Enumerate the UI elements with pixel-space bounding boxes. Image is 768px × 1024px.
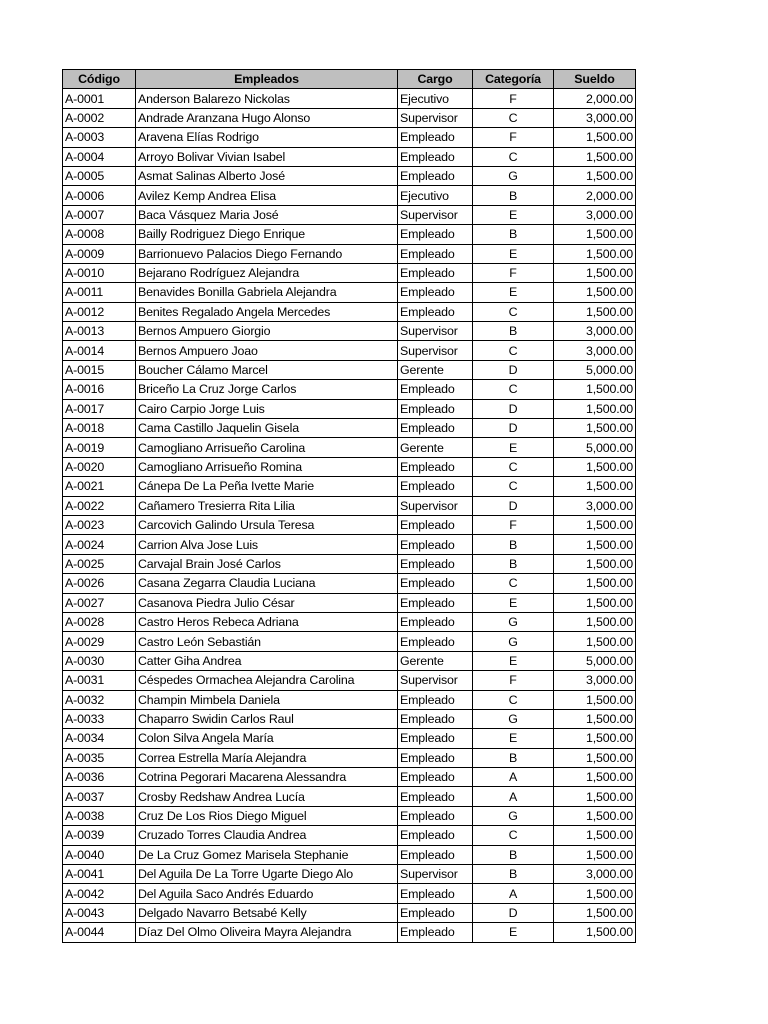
header-categoria[interactable]: Categoría [473, 70, 554, 89]
cell-cargo[interactable]: Gerente [398, 438, 473, 457]
table-row [63, 341, 636, 360]
cell-codigo[interactable]: A-0012 [63, 302, 136, 321]
cell-cargo[interactable]: Empleado [398, 244, 473, 263]
cell-sueldo[interactable]: 1,500.00 [554, 748, 636, 767]
cell-cargo[interactable]: Supervisor [398, 671, 473, 690]
cell-empleado[interactable]: Chaparro Swidin Carlos Raul [136, 709, 398, 728]
cell-categoria[interactable]: G [473, 612, 554, 631]
header-codigo[interactable]: Código [63, 70, 136, 89]
cell-empleado[interactable]: Castro Heros Rebeca Adriana [136, 612, 398, 631]
cell-cargo[interactable]: Empleado [398, 884, 473, 903]
table-row [63, 574, 636, 593]
cell-cargo[interactable]: Empleado [398, 477, 473, 496]
cell-sueldo[interactable]: 1,500.00 [554, 166, 636, 185]
cell-codigo[interactable]: A-0001 [63, 89, 136, 108]
table-row [63, 612, 636, 631]
cell-sueldo[interactable]: 3,000.00 [554, 671, 636, 690]
cell-empleado[interactable]: Crosby Redshaw Andrea Lucía [136, 787, 398, 806]
header-empleados[interactable]: Empleados [136, 70, 398, 89]
cell-cargo[interactable]: Empleado [398, 923, 473, 942]
cell-categoria[interactable]: B [473, 535, 554, 554]
cell-codigo[interactable]: A-0011 [63, 283, 136, 302]
table-row [63, 923, 636, 942]
cell-categoria[interactable]: C [473, 477, 554, 496]
cell-sueldo[interactable]: 1,500.00 [554, 903, 636, 922]
employee-table [62, 69, 636, 943]
cell-sueldo[interactable]: 1,500.00 [554, 923, 636, 942]
cell-sueldo[interactable]: 5,000.00 [554, 360, 636, 379]
cell-sueldo[interactable]: 3,000.00 [554, 322, 636, 341]
cell-categoria[interactable]: B [473, 186, 554, 205]
cell-sueldo[interactable]: 3,000.00 [554, 205, 636, 224]
table-row [63, 515, 636, 534]
cell-empleado[interactable]: Colon Silva Angela María [136, 729, 398, 748]
cell-codigo[interactable]: A-0033 [63, 709, 136, 728]
cell-categoria[interactable]: G [473, 166, 554, 185]
cell-categoria[interactable]: D [473, 903, 554, 922]
cell-empleado[interactable]: Baca Vásquez Maria José [136, 205, 398, 224]
cell-codigo[interactable]: A-0039 [63, 826, 136, 845]
cell-sueldo[interactable]: 1,500.00 [554, 690, 636, 709]
table-row [63, 322, 636, 341]
cell-cargo[interactable]: Empleado [398, 166, 473, 185]
cell-cargo[interactable]: Empleado [398, 225, 473, 244]
cell-categoria[interactable]: A [473, 768, 554, 787]
cell-codigo[interactable]: A-0021 [63, 477, 136, 496]
cell-empleado[interactable]: Casanova Piedra Julio César [136, 593, 398, 612]
table-row [63, 438, 636, 457]
table-row [63, 729, 636, 748]
cell-codigo[interactable]: A-0018 [63, 419, 136, 438]
cell-sueldo[interactable]: 1,500.00 [554, 128, 636, 147]
table-row [63, 147, 636, 166]
cell-cargo[interactable]: Supervisor [398, 341, 473, 360]
cell-sueldo[interactable]: 1,500.00 [554, 574, 636, 593]
cell-sueldo[interactable]: 3,000.00 [554, 865, 636, 884]
cell-cargo[interactable]: Gerente [398, 651, 473, 670]
cell-empleado[interactable]: Delgado Navarro Betsabé Kelly [136, 903, 398, 922]
table-row [63, 477, 636, 496]
cell-empleado[interactable]: Del Aguila De La Torre Ugarte Diego Alo [136, 865, 398, 884]
table-row [63, 283, 636, 302]
table-row [63, 263, 636, 282]
table-row [63, 671, 636, 690]
cell-empleado[interactable]: Céspedes Ormachea Alejandra Carolina [136, 671, 398, 690]
cell-codigo[interactable]: A-0016 [63, 380, 136, 399]
cell-categoria[interactable]: E [473, 923, 554, 942]
cell-cargo[interactable]: Empleado [398, 302, 473, 321]
cell-sueldo[interactable]: 1,500.00 [554, 244, 636, 263]
cell-empleado[interactable]: Carvajal Brain José Carlos [136, 554, 398, 573]
cell-sueldo[interactable]: 1,500.00 [554, 457, 636, 476]
cell-categoria[interactable]: C [473, 147, 554, 166]
cell-codigo[interactable]: A-0009 [63, 244, 136, 263]
cell-empleado[interactable]: Cairo Carpio Jorge Luis [136, 399, 398, 418]
cell-cargo[interactable]: Empleado [398, 593, 473, 612]
cell-categoria[interactable]: F [473, 515, 554, 534]
cell-codigo[interactable]: A-0034 [63, 729, 136, 748]
table-row [63, 787, 636, 806]
cell-empleado[interactable]: De La Cruz Gomez Marisela Stephanie [136, 845, 398, 864]
cell-empleado[interactable]: Barrionuevo Palacios Diego Fernando [136, 244, 398, 263]
cell-cargo[interactable]: Empleado [398, 399, 473, 418]
cell-sueldo[interactable]: 1,500.00 [554, 632, 636, 651]
cell-sueldo[interactable]: 1,500.00 [554, 554, 636, 573]
cell-sueldo[interactable]: 1,500.00 [554, 419, 636, 438]
cell-codigo[interactable]: A-0007 [63, 205, 136, 224]
table-row [63, 826, 636, 845]
cell-codigo[interactable]: A-0043 [63, 903, 136, 922]
cell-cargo[interactable]: Empleado [398, 787, 473, 806]
cell-empleado[interactable]: Aravena Elías Rodrigo [136, 128, 398, 147]
cell-empleado[interactable]: Díaz Del Olmo Oliveira Mayra Alejandra [136, 923, 398, 942]
cell-codigo[interactable]: A-0025 [63, 554, 136, 573]
cell-categoria[interactable]: E [473, 729, 554, 748]
cell-codigo[interactable]: A-0017 [63, 399, 136, 418]
cell-cargo[interactable]: Empleado [398, 612, 473, 631]
cell-cargo[interactable]: Empleado [398, 574, 473, 593]
cell-codigo[interactable]: A-0006 [63, 186, 136, 205]
table-row [63, 632, 636, 651]
cell-cargo[interactable]: Empleado [398, 845, 473, 864]
cell-empleado[interactable]: Catter Giha Andrea [136, 651, 398, 670]
cell-codigo[interactable]: A-0014 [63, 341, 136, 360]
cell-cargo[interactable]: Supervisor [398, 865, 473, 884]
cell-categoria[interactable]: F [473, 263, 554, 282]
employee-sheet [62, 69, 636, 943]
cell-codigo[interactable]: A-0013 [63, 322, 136, 341]
cell-empleado[interactable]: Cotrina Pegorari Macarena Alessandra [136, 768, 398, 787]
cell-cargo[interactable]: Empleado [398, 690, 473, 709]
cell-sueldo[interactable]: 1,500.00 [554, 399, 636, 418]
table-body [63, 89, 636, 942]
cell-codigo[interactable]: A-0028 [63, 612, 136, 631]
cell-sueldo[interactable]: 1,500.00 [554, 225, 636, 244]
cell-cargo[interactable]: Empleado [398, 457, 473, 476]
cell-codigo[interactable]: A-0037 [63, 787, 136, 806]
cell-sueldo[interactable]: 1,500.00 [554, 263, 636, 282]
cell-sueldo[interactable]: 1,500.00 [554, 380, 636, 399]
table-row [63, 108, 636, 127]
cell-sueldo[interactable]: 3,000.00 [554, 108, 636, 127]
cell-codigo[interactable]: A-0020 [63, 457, 136, 476]
cell-codigo[interactable]: A-0002 [63, 108, 136, 127]
cell-codigo[interactable]: A-0031 [63, 671, 136, 690]
cell-codigo[interactable]: A-0023 [63, 515, 136, 534]
cell-empleado[interactable]: Casana Zegarra Claudia Luciana [136, 574, 398, 593]
cell-sueldo[interactable]: 1,500.00 [554, 515, 636, 534]
cell-codigo[interactable]: A-0019 [63, 438, 136, 457]
cell-sueldo[interactable]: 1,500.00 [554, 806, 636, 825]
cell-cargo[interactable]: Empleado [398, 709, 473, 728]
cell-sueldo[interactable]: 2,000.00 [554, 186, 636, 205]
table-row [63, 419, 636, 438]
cell-sueldo[interactable]: 1,500.00 [554, 884, 636, 903]
cell-categoria[interactable]: B [473, 322, 554, 341]
cell-sueldo[interactable]: 1,500.00 [554, 535, 636, 554]
cell-codigo[interactable]: A-0015 [63, 360, 136, 379]
table-row [63, 768, 636, 787]
cell-empleado[interactable]: Carrion Alva Jose Luis [136, 535, 398, 554]
cell-empleado[interactable]: Carcovich Galindo Ursula Teresa [136, 515, 398, 534]
cell-sueldo[interactable]: 1,500.00 [554, 787, 636, 806]
cell-categoria[interactable]: D [473, 399, 554, 418]
table-row [63, 903, 636, 922]
cell-categoria[interactable]: G [473, 632, 554, 651]
table-row [63, 709, 636, 728]
cell-cargo[interactable]: Empleado [398, 729, 473, 748]
cell-categoria[interactable]: F [473, 89, 554, 108]
cell-empleado[interactable]: Del Aguila Saco Andrés Eduardo [136, 884, 398, 903]
cell-categoria[interactable]: B [473, 748, 554, 767]
cell-sueldo[interactable]: 3,000.00 [554, 496, 636, 515]
cell-cargo[interactable]: Supervisor [398, 205, 473, 224]
cell-cargo[interactable]: Empleado [398, 419, 473, 438]
cell-empleado[interactable]: Benites Regalado Angela Mercedes [136, 302, 398, 321]
table-row [63, 89, 636, 108]
cell-categoria[interactable]: B [473, 225, 554, 244]
cell-sueldo[interactable]: 1,500.00 [554, 302, 636, 321]
cell-empleado[interactable]: Anderson Balarezo Nickolas [136, 89, 398, 108]
cell-categoria[interactable]: E [473, 283, 554, 302]
cell-empleado[interactable]: Avilez Kemp Andrea Elisa [136, 186, 398, 205]
cell-categoria[interactable]: E [473, 593, 554, 612]
table-row [63, 302, 636, 321]
cell-empleado[interactable]: Asmat Salinas Alberto José [136, 166, 398, 185]
cell-categoria[interactable]: A [473, 787, 554, 806]
cell-codigo[interactable]: A-0026 [63, 574, 136, 593]
cell-cargo[interactable]: Empleado [398, 128, 473, 147]
header-sueldo[interactable]: Sueldo [554, 70, 636, 89]
cell-codigo[interactable]: A-0030 [63, 651, 136, 670]
cell-empleado[interactable]: Benavides Bonilla Gabriela Alejandra [136, 283, 398, 302]
table-row [63, 845, 636, 864]
cell-empleado[interactable]: Champin Mimbela Daniela [136, 690, 398, 709]
cell-categoria[interactable]: D [473, 419, 554, 438]
cell-empleado[interactable]: Cruzado Torres Claudia Andrea [136, 826, 398, 845]
cell-categoria[interactable]: C [473, 380, 554, 399]
table-row [63, 399, 636, 418]
table-row [63, 380, 636, 399]
cell-sueldo[interactable]: 1,500.00 [554, 709, 636, 728]
cell-categoria[interactable]: B [473, 845, 554, 864]
cell-cargo[interactable]: Supervisor [398, 496, 473, 515]
table-row [63, 554, 636, 573]
table-row [63, 128, 636, 147]
table-row [63, 535, 636, 554]
table-row [63, 205, 636, 224]
table-row [63, 593, 636, 612]
cell-empleado[interactable]: Bailly Rodriguez Diego Enrique [136, 225, 398, 244]
table-row [63, 244, 636, 263]
cell-categoria[interactable]: G [473, 806, 554, 825]
cell-cargo[interactable]: Empleado [398, 826, 473, 845]
cell-categoria[interactable]: F [473, 128, 554, 147]
table-row [63, 166, 636, 185]
cell-codigo[interactable]: A-0008 [63, 225, 136, 244]
cell-codigo[interactable]: A-0041 [63, 865, 136, 884]
cell-cargo[interactable]: Empleado [398, 147, 473, 166]
cell-codigo[interactable]: A-0035 [63, 748, 136, 767]
cell-cargo[interactable]: Empleado [398, 535, 473, 554]
cell-codigo[interactable]: A-0040 [63, 845, 136, 864]
cell-codigo[interactable]: A-0029 [63, 632, 136, 651]
cell-codigo[interactable]: A-0024 [63, 535, 136, 554]
cell-sueldo[interactable]: 1,500.00 [554, 845, 636, 864]
table-row [63, 651, 636, 670]
header-row [63, 70, 636, 89]
cell-cargo[interactable]: Empleado [398, 903, 473, 922]
cell-cargo[interactable]: Empleado [398, 806, 473, 825]
cell-categoria[interactable]: E [473, 651, 554, 670]
cell-categoria[interactable]: G [473, 709, 554, 728]
cell-sueldo[interactable]: 1,500.00 [554, 612, 636, 631]
cell-codigo[interactable]: A-0044 [63, 923, 136, 942]
cell-empleado[interactable]: Arroyo Bolivar Vivian Isabel [136, 147, 398, 166]
cell-categoria[interactable]: C [473, 341, 554, 360]
cell-empleado[interactable]: Cañamero Tresierra Rita Lilia [136, 496, 398, 515]
cell-sueldo[interactable]: 1,500.00 [554, 283, 636, 302]
table-row [63, 360, 636, 379]
cell-categoria[interactable]: B [473, 865, 554, 884]
cell-cargo[interactable]: Empleado [398, 554, 473, 573]
cell-codigo[interactable]: A-0032 [63, 690, 136, 709]
cell-codigo[interactable]: A-0036 [63, 768, 136, 787]
cell-sueldo[interactable]: 2,000.00 [554, 89, 636, 108]
cell-categoria[interactable]: D [473, 360, 554, 379]
table-row [63, 496, 636, 515]
cell-empleado[interactable]: Camogliano Arrisueño Carolina [136, 438, 398, 457]
table-row [63, 225, 636, 244]
cell-codigo[interactable]: A-0042 [63, 884, 136, 903]
cell-empleado[interactable]: Bernos Ampuero Joao [136, 341, 398, 360]
cell-categoria[interactable]: E [473, 205, 554, 224]
cell-categoria[interactable]: E [473, 438, 554, 457]
table-row [63, 806, 636, 825]
cell-sueldo[interactable]: 1,500.00 [554, 729, 636, 748]
cell-sueldo[interactable]: 5,000.00 [554, 438, 636, 457]
cell-cargo[interactable]: Empleado [398, 283, 473, 302]
cell-categoria[interactable]: C [473, 690, 554, 709]
table-row [63, 186, 636, 205]
cell-categoria[interactable]: C [473, 826, 554, 845]
cell-sueldo[interactable]: 1,500.00 [554, 768, 636, 787]
table-row [63, 865, 636, 884]
cell-empleado[interactable]: Castro León Sebastián [136, 632, 398, 651]
cell-empleado[interactable]: Andrade Aranzana Hugo Alonso [136, 108, 398, 127]
table-row [63, 457, 636, 476]
cell-cargo[interactable]: Empleado [398, 748, 473, 767]
cell-categoria[interactable]: C [473, 457, 554, 476]
cell-cargo[interactable]: Empleado [398, 515, 473, 534]
cell-cargo[interactable]: Ejecutivo [398, 186, 473, 205]
cell-categoria[interactable]: F [473, 671, 554, 690]
cell-cargo[interactable]: Gerente [398, 360, 473, 379]
table-row [63, 884, 636, 903]
cell-categoria[interactable]: A [473, 884, 554, 903]
table-row [63, 690, 636, 709]
cell-codigo[interactable]: A-0003 [63, 128, 136, 147]
cell-sueldo[interactable]: 1,500.00 [554, 593, 636, 612]
cell-sueldo[interactable]: 1,500.00 [554, 826, 636, 845]
cell-sueldo[interactable]: 1,500.00 [554, 477, 636, 496]
cell-categoria[interactable]: C [473, 108, 554, 127]
cell-empleado[interactable]: Bejarano Rodríguez Alejandra [136, 263, 398, 282]
cell-categoria[interactable]: D [473, 496, 554, 515]
cell-codigo[interactable]: A-0004 [63, 147, 136, 166]
cell-sueldo[interactable]: 5,000.00 [554, 651, 636, 670]
cell-categoria[interactable]: C [473, 302, 554, 321]
cell-codigo[interactable]: A-0022 [63, 496, 136, 515]
cell-cargo[interactable]: Empleado [398, 380, 473, 399]
cell-cargo[interactable]: Empleado [398, 768, 473, 787]
header-cargo[interactable]: Cargo [398, 70, 473, 89]
cell-empleado[interactable]: Camogliano Arrisueño Romina [136, 457, 398, 476]
cell-categoria[interactable]: E [473, 244, 554, 263]
cell-empleado[interactable]: Boucher Cálamo Marcel [136, 360, 398, 379]
cell-empleado[interactable]: Correa Estrella María Alejandra [136, 748, 398, 767]
cell-empleado[interactable]: Bernos Ampuero Giorgio [136, 322, 398, 341]
cell-cargo[interactable]: Empleado [398, 263, 473, 282]
cell-categoria[interactable]: B [473, 554, 554, 573]
table-row [63, 748, 636, 767]
cell-empleado[interactable]: Cruz De Los Rios Diego Miguel [136, 806, 398, 825]
cell-empleado[interactable]: Briceño La Cruz Jorge Carlos [136, 380, 398, 399]
cell-categoria[interactable]: C [473, 574, 554, 593]
cell-sueldo[interactable]: 3,000.00 [554, 341, 636, 360]
cell-sueldo[interactable]: 1,500.00 [554, 147, 636, 166]
cell-empleado[interactable]: Cánepa De La Peña Ivette Marie [136, 477, 398, 496]
cell-codigo[interactable]: A-0010 [63, 263, 136, 282]
cell-cargo[interactable]: Supervisor [398, 108, 473, 127]
cell-codigo[interactable]: A-0027 [63, 593, 136, 612]
cell-cargo[interactable]: Ejecutivo [398, 89, 473, 108]
cell-codigo[interactable]: A-0038 [63, 806, 136, 825]
cell-codigo[interactable]: A-0005 [63, 166, 136, 185]
cell-empleado[interactable]: Cama Castillo Jaquelin Gisela [136, 419, 398, 438]
cell-cargo[interactable]: Supervisor [398, 322, 473, 341]
cell-cargo[interactable]: Empleado [398, 632, 473, 651]
